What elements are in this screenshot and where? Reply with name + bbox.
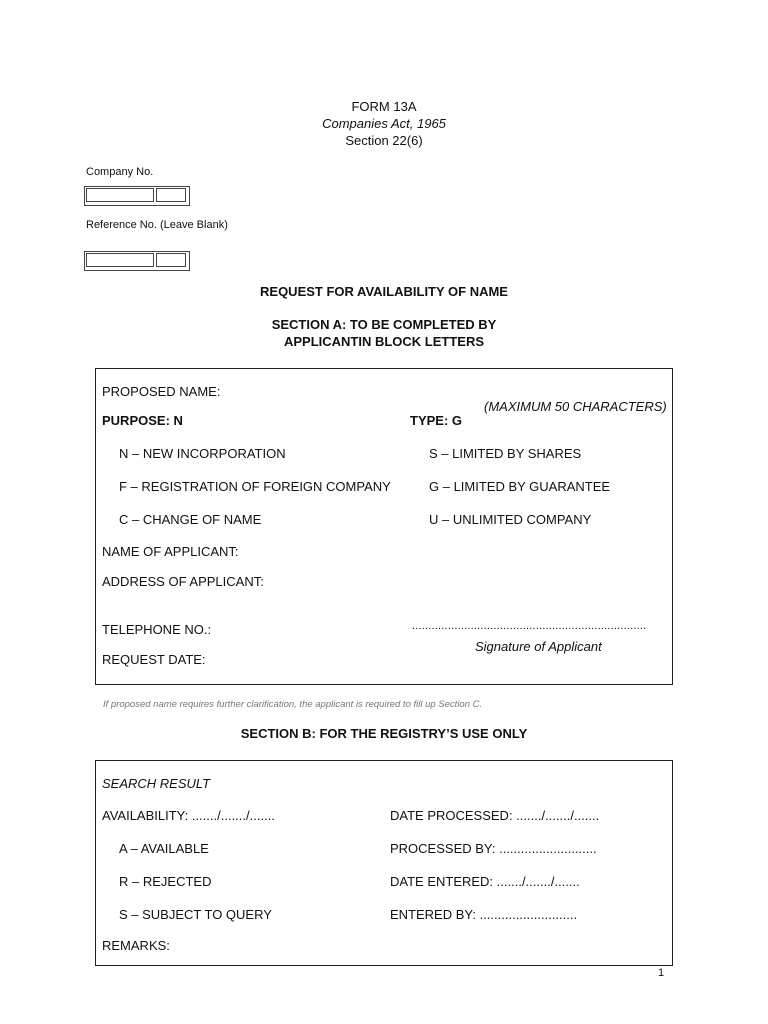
company-no-field[interactable]	[84, 186, 190, 206]
entered-by-field: ENTERED BY: ...........................	[390, 907, 578, 922]
company-no-box-1[interactable]	[86, 188, 154, 202]
purpose-option: C – CHANGE OF NAME	[119, 512, 262, 527]
reference-no-box-2[interactable]	[156, 253, 186, 267]
purpose-option: N – NEW INCORPORATION	[119, 446, 286, 461]
date-processed-field: DATE PROCESSED: ......./......./.......	[390, 808, 600, 823]
act-name: Companies Act, 1965	[322, 116, 446, 131]
date-entered-field: DATE ENTERED: ......./......./.......	[390, 874, 580, 889]
type-option: U – UNLIMITED COMPANY	[429, 512, 592, 527]
remarks-label: REMARKS:	[102, 938, 170, 953]
status-option: S – SUBJECT TO QUERY	[119, 907, 272, 922]
section-a-heading: SECTION A: TO BE COMPLETED BY	[271, 317, 497, 332]
proposed-name-label: PROPOSED NAME:	[102, 384, 221, 399]
type-value: TYPE: G	[410, 413, 463, 428]
page-number: 1	[658, 967, 665, 979]
address-of-applicant-label: ADDRESS OF APPLICANT:	[102, 574, 264, 589]
section-a-subheading: APPLICANTIN BLOCK LETTERS	[283, 334, 485, 349]
type-option: G – LIMITED BY GUARANTEE	[429, 479, 611, 494]
clarification-note: If proposed name requires further clarification, the applicant is required to fill up Section C.	[103, 699, 483, 710]
reference-no-box-1[interactable]	[86, 253, 154, 267]
form-number: FORM 13A	[351, 99, 417, 114]
purpose-option: F – REGISTRATION OF FOREIGN COMPANY	[119, 479, 391, 494]
processed-by-field: PROCESSED BY: ...........................	[390, 841, 597, 856]
status-option: A – AVAILABLE	[119, 841, 209, 856]
availability-field: AVAILABILITY: ......./......./.......	[102, 808, 275, 823]
form-title: REQUEST FOR AVAILABILITY OF NAME	[260, 284, 508, 299]
status-option: R – REJECTED	[119, 874, 212, 889]
section-b-heading: SECTION B: FOR THE REGISTRY’S USE ONLY	[240, 726, 528, 741]
signature-caption: Signature of Applicant	[475, 639, 602, 654]
company-no-label: Company No.	[86, 166, 154, 178]
request-date-label: REQUEST DATE:	[102, 652, 206, 667]
search-result-label: SEARCH RESULT	[102, 776, 211, 791]
signature-line[interactable]: ........................................................................	[412, 620, 647, 632]
telephone-label: TELEPHONE NO.:	[102, 622, 212, 637]
type-option: S – LIMITED BY SHARES	[429, 446, 582, 461]
name-of-applicant-label: NAME OF APPLICANT:	[102, 544, 239, 559]
company-no-box-2[interactable]	[156, 188, 186, 202]
max-characters-note: (MAXIMUM 50 CHARACTERS)	[484, 399, 667, 414]
act-section: Section 22(6)	[345, 133, 423, 148]
reference-no-field[interactable]	[84, 251, 190, 271]
purpose-value: PURPOSE: N	[102, 413, 183, 428]
reference-no-label: Reference No. (Leave Blank)	[86, 219, 228, 231]
